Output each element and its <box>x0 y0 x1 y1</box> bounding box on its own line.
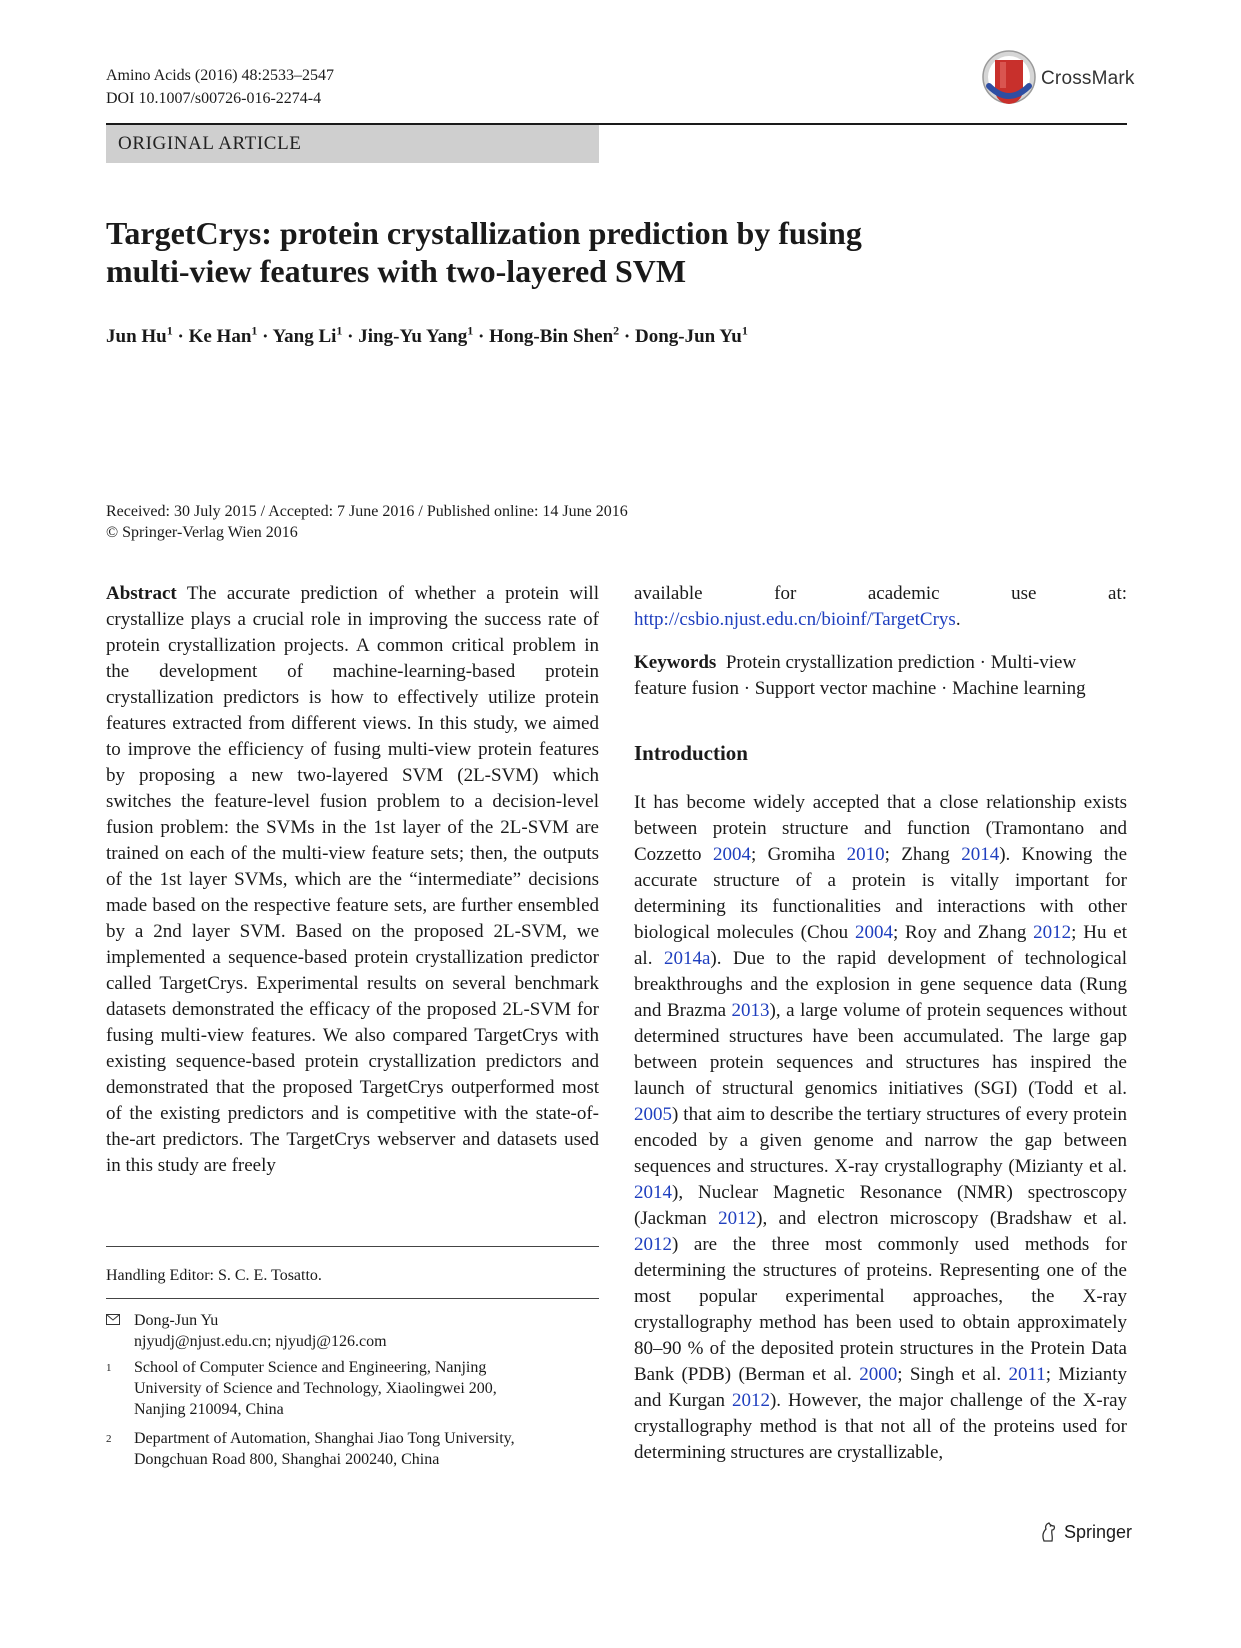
author-name[interactable]: Yang Li$^1$ <box>272 324 343 348</box>
citation-link[interactable]: 2012 <box>731 1390 770 1411</box>
affiliation-line: Department of Automation, Shanghai Jiao Tong University, <box>134 1430 515 1447</box>
author-affiliation-marker: 1 <box>166 324 173 338</box>
abstract-label: Abstract <box>106 583 177 604</box>
author-separator: · <box>473 326 490 348</box>
introduction-heading: Introduction <box>634 741 748 765</box>
springer-horse-icon <box>1038 1521 1058 1543</box>
author-name[interactable]: Ke Han$^1$ <box>188 324 258 348</box>
citation-link[interactable]: 2014a <box>663 948 711 969</box>
intro-text: ), a large volume of protein sequences without determined structures have been accumulated. The large gap between protein sequences and structures has inspired the launch of structural genomics initiatives (SGI) (Todd et al. <box>634 1000 1127 1099</box>
crossmark-icon <box>982 48 1038 108</box>
citation-link[interactable]: 2012 <box>718 1208 757 1229</box>
abstract-text: The accurate prediction of whether a protein will crystallize plays a crucial role in improving the success rate of protein crystallization projects. A common critical problem in the development of machine-learning-based protein crystallization predictors is how to effectively utilize protein features extracted from different views. In this study, we aimed to improve the efficiency of fusing multi-view protein features by proposing a new two-layered SVM (2L-SVM) which switches the feature-level fusion problem to a decision-level fusion problem: the SVMs in the 1st layer of the 2L-SVM are trained on each of the multi-view feature sets; then, the outputs of the 1st layer SVMs, which are the “intermediate” decisions made based on the respective feature sets, are further ensembled by a 2nd layer SVM. Based on the proposed 2L-SVM, we implemented a sequence-based protein crystallization predictor called TargetCrys. Experimental results on several benchmark datasets demonstrated the efficacy of the proposed 2L-SVM for fusing multi-view features. We also compared TargetCrys with existing sequence-based protein crystallization predictors and demonstrated that the proposed TargetCrys outperformed most of the existing predictors and is competitive with the state-of-the-art predictors. The TargetCrys webserver and datasets used in this study are freely <box>106 583 599 1176</box>
affiliation-line: Dongchuan Road 800, Shanghai 200240, China <box>134 1451 440 1468</box>
intro-text: ; Hu et al. <box>634 922 1127 969</box>
title-line-2: multi-view features with two-layered SVM <box>106 253 687 289</box>
citation-link[interactable]: 2004 <box>712 844 751 865</box>
citation-link[interactable]: 2010 <box>846 844 885 865</box>
author-affiliation-marker: 1 <box>336 324 343 338</box>
keywords-text: Protein crystallization prediction · Multi-view feature fusion · Support vector machine · Machine learning <box>634 652 1086 699</box>
intro-text: ), Nuclear Magnetic Resonance (NMR) spectroscopy (Jackman <box>634 1182 1127 1229</box>
title-line-1: TargetCrys: protein crystallization prediction by fusing <box>106 215 862 251</box>
author-separator: · <box>172 326 189 348</box>
intro-text: ; Roy and Zhang <box>892 922 1034 943</box>
keywords-label: Keywords <box>634 652 717 673</box>
citation-link[interactable]: 2013 <box>731 1000 770 1021</box>
crossmark-label: CrossMark <box>1041 68 1135 89</box>
webserver-link[interactable]: http://csbio.njust.edu.cn/bioinf/TargetCrys <box>634 609 956 630</box>
affiliation-line: Nanjing 210094, China <box>134 1401 284 1418</box>
article-title <box>106 214 1006 290</box>
keywords-paragraph <box>634 650 1127 702</box>
footnote-rule <box>106 1246 599 1247</box>
intro-text: ). Knowing the accurate structure of a protein is vitally important for determining its functionalities and interactions with other biological molecules (Chou <box>634 844 1127 943</box>
citation-link[interactable]: 2012 <box>1033 922 1072 943</box>
journal-citation: Amino Acids (2016) 48:2533–2547 <box>106 67 334 84</box>
received-accepted-line: Received: 30 July 2015 / Accepted: 7 June 2016 / Published online: 14 June 2016 <box>106 503 628 520</box>
intro-text: ), and electron microscopy (Bradshaw et al. <box>756 1208 1127 1229</box>
intro-text: ). Due to the rapid development of technological breakthroughs and the explosion in gene sequence data (Rung and Brazma <box>634 948 1127 1021</box>
affiliation-number: 2 <box>106 1433 112 1445</box>
publisher-name: Springer <box>1064 1521 1133 1542</box>
author-affiliation-marker: 1 <box>467 324 474 338</box>
affiliation-number: 1 <box>106 1362 112 1374</box>
crossmark-badge[interactable] <box>982 48 1142 108</box>
contact-name: Dong-Jun Yu <box>134 1312 219 1329</box>
citation-link[interactable]: 2012 <box>634 1234 672 1255</box>
author-affiliation-marker: 1 <box>741 324 748 338</box>
affiliation-line: School of Computer Science and Engineering, Nanjing <box>134 1359 487 1376</box>
abstract-continued-text: available for academic use at: <box>634 583 1127 604</box>
handling-editor: Handling Editor: S. C. E. Tosatto. <box>106 1267 322 1284</box>
publisher-logo <box>1038 1521 1132 1543</box>
affiliation-1 <box>106 1357 599 1420</box>
abstract-paragraph <box>106 581 599 1179</box>
citation-link[interactable]: 2004 <box>854 922 893 943</box>
author-separator: · <box>619 326 635 348</box>
corresponding-author <box>106 1310 387 1352</box>
citation-link[interactable]: 2005 <box>634 1104 672 1125</box>
author-name[interactable]: Dong-Jun Yu$^1$ <box>634 324 748 348</box>
right-column <box>634 581 1127 1466</box>
author-name[interactable]: Hong-Bin Shen$^2$ <box>489 324 620 348</box>
copyright-line: © Springer-Verlag Wien 2016 <box>106 524 298 541</box>
article-type-banner <box>106 125 599 163</box>
abstract-continuation <box>634 581 1127 633</box>
affiliation-line: University of Science and Technology, Xiaolingwei 200, <box>134 1380 497 1397</box>
intro-text: ) that aim to describe the tertiary structures of every protein encoded by a given genome and narrow the gap between sequences and structures. X-ray crystallography (Mizianty et al. <box>634 1104 1127 1177</box>
envelope-icon <box>106 1310 134 1352</box>
author-separator: · <box>342 326 359 348</box>
affiliation-2 <box>106 1428 599 1470</box>
left-column <box>106 581 599 1179</box>
author-separator: · <box>257 326 273 348</box>
intro-text: ) are the three most commonly used methods for determining the structures of proteins. Representing one of the most popular experimental approaches, the X-ray crystallography method has been used to obtain approximately 80–90 % of the deposited protein structures in the Protein Data Bank (PDB) (Berman et al. <box>634 1234 1127 1385</box>
journal-info <box>106 64 334 110</box>
citation-link[interactable]: 2000 <box>859 1364 898 1385</box>
author-name[interactable]: Jing-Yu Yang$^1$ <box>358 324 474 348</box>
footnote-rule-2 <box>106 1298 599 1299</box>
intro-text: ; Mizianty and Kurgan <box>634 1364 1127 1411</box>
contact-email[interactable]: njyudj@njust.edu.cn; njyudj@126.com <box>134 1333 387 1350</box>
intro-text: ; Gromiha <box>750 844 847 865</box>
url-end: . <box>955 609 961 630</box>
introduction-paragraph <box>634 790 1127 1466</box>
doi[interactable]: DOI 10.1007/s00726-016-2274-4 <box>106 90 322 107</box>
publication-dates <box>106 501 628 543</box>
author-affiliation-marker: 2 <box>613 324 620 338</box>
citation-link[interactable]: 2014 <box>634 1182 672 1203</box>
intro-text: It has become widely accepted that a close relationship exists between protein structure and function (Tramontano and Cozzetto <box>634 792 1127 865</box>
citation-link[interactable]: 2014 <box>961 844 1000 865</box>
intro-text: ). However, the major challenge of the X-ray crystallography method is that not all of the proteins used for determining structures are crystallizable, <box>634 1390 1128 1463</box>
author-affiliation-marker: 1 <box>251 324 258 338</box>
intro-text: ; Zhang <box>884 844 962 865</box>
citation-link[interactable]: 2011 <box>1008 1364 1046 1385</box>
author-name[interactable]: Jun Hu$^1$ <box>106 324 173 348</box>
intro-text: ; Singh et al. <box>897 1364 1009 1385</box>
article-type: ORIGINAL ARTICLE <box>118 133 302 154</box>
author-list <box>106 324 748 348</box>
